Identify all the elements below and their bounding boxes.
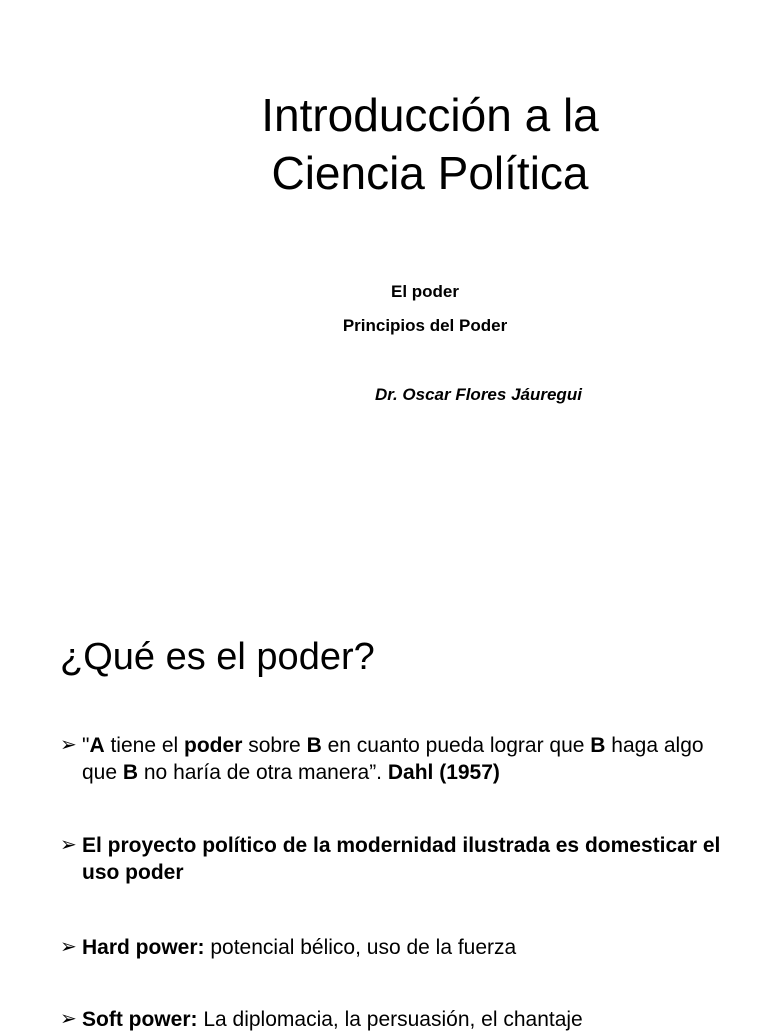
text-run-bold: B [590,734,606,757]
text-run: en cuanto pueda lograr que [321,734,591,757]
text-run: haga algo que [82,734,704,784]
arrow-bullet-icon: ➢ [60,834,77,856]
term-label: Soft power: [82,1008,198,1031]
text-run: no haría de otra manera”. [138,761,388,784]
author-name: Dr. Oscar Flores Jáuregui [375,385,582,404]
text-run-bold: El proyecto político de la modernidad ilustrada es domesticar el uso poder [82,834,721,884]
text-run-bold: B [122,761,139,784]
slide-what-is-power [0,600,768,1031]
arrow-bullet-icon: ➢ [60,734,77,756]
bullet-soft-power [60,1006,740,1033]
citation: Dahl (1957) [387,761,500,784]
text-run-bold: A [89,734,105,757]
term-label: Hard power: [82,936,205,959]
subtitle-topic: El poder [390,282,459,301]
arrow-bullet-icon: ➢ [60,936,77,958]
text-run: " [82,734,90,757]
bullet-hard-power [60,934,740,961]
slide-heading: ¿Qué es el poder? [60,636,375,678]
bullet-dahl-definition [60,732,740,786]
subtitle-section: Principios del Poder [342,316,508,335]
text-run-bold: B [306,734,322,757]
bullet-modernity-project [60,832,740,886]
title-line-1: Introducción a la [261,89,599,141]
arrow-bullet-icon: ➢ [60,1008,77,1030]
text-run-bold: poder [184,734,243,757]
text-run: tiene el [104,734,185,757]
title-line-2: Ciencia Política [271,147,589,199]
term-definition: potencial bélico, uso de la fuerza [204,936,517,959]
text-run: sobre [242,734,307,757]
presentation-title [160,86,700,202]
term-definition: La diplomacia, la persuasión, el chantaje [197,1008,583,1031]
